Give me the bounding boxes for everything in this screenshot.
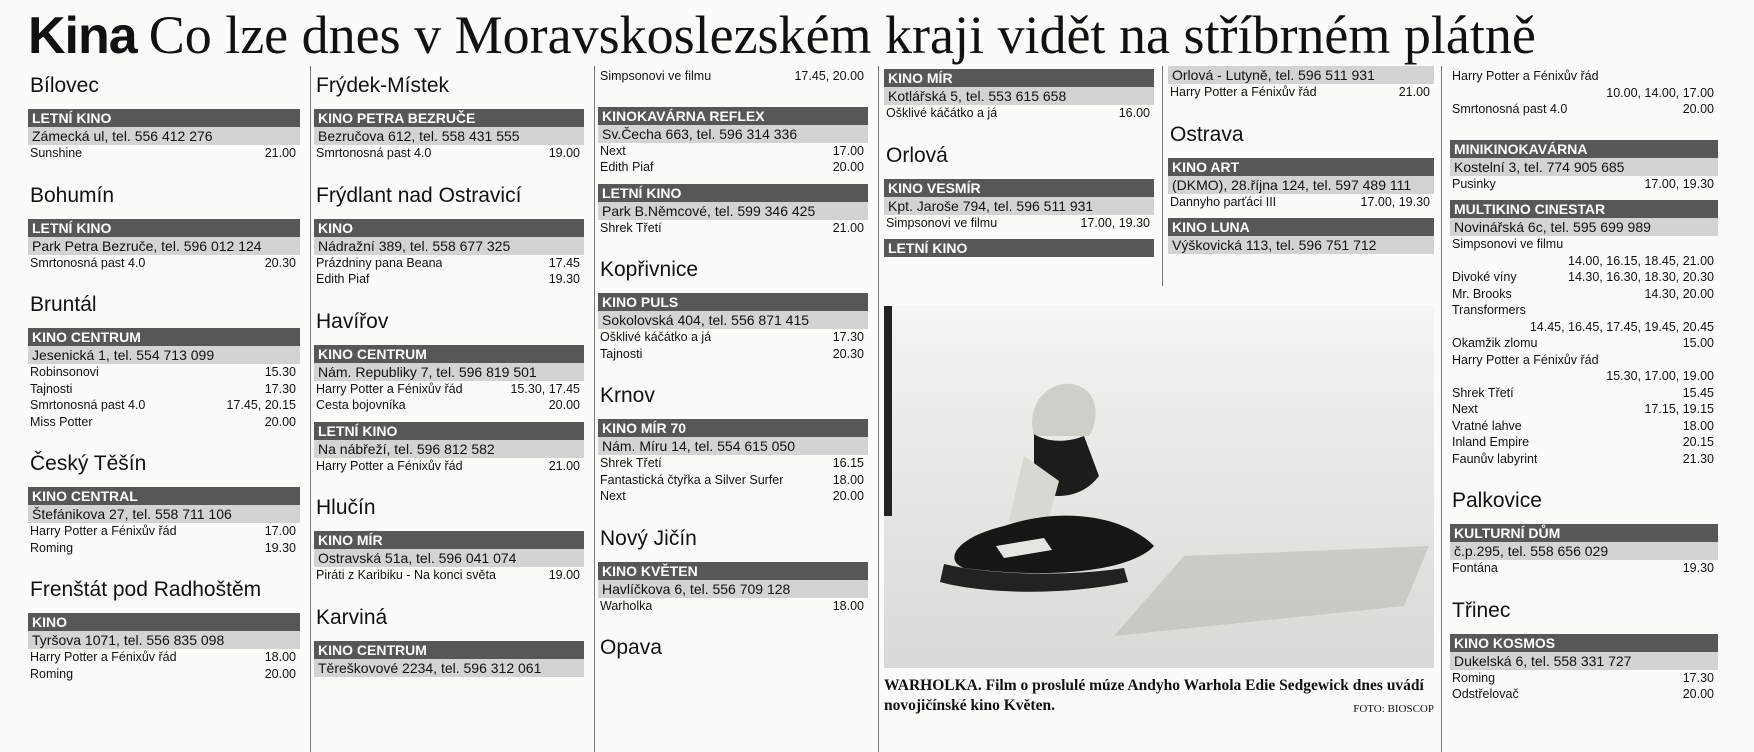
cinema-block	[598, 184, 868, 237]
showtime-row	[314, 145, 584, 162]
film-title: Sunshine	[30, 146, 83, 160]
listing-column	[884, 66, 1154, 279]
column-rule	[594, 66, 595, 752]
film-title: Roming	[1452, 670, 1496, 685]
showtime-row	[28, 397, 300, 414]
film-title: Edith Piaf	[316, 272, 370, 286]
warholka-photo	[884, 306, 1434, 668]
film-title: Pusinky	[1452, 176, 1496, 191]
cinema-block	[1168, 158, 1434, 211]
showtime-row	[1168, 84, 1434, 101]
showtimes: 17.30	[264, 381, 296, 396]
film-title: Roming	[30, 540, 74, 555]
cinema-block	[1450, 524, 1718, 577]
showtime-row	[598, 143, 868, 160]
city-heading: Bílovec	[30, 74, 99, 97]
cinema-name: KINO LUNA	[1168, 218, 1434, 236]
showtime-row	[1450, 286, 1718, 303]
showtime-row	[28, 523, 300, 540]
showtimes: 14.45, 16.45, 17.45, 19.45, 20.45	[1529, 319, 1714, 334]
cinema-block	[28, 613, 300, 682]
showtime-row	[1450, 401, 1718, 418]
showtimes: 14.30, 20.00	[1644, 286, 1714, 301]
cinema-address: Nádražní 389, tel. 558 677 325	[314, 237, 584, 255]
showtimes: 17.00	[264, 524, 296, 538]
column-rule	[1441, 66, 1442, 752]
film-title: Ošklivé káčátko a já	[600, 330, 712, 344]
film-title: Roming	[30, 666, 74, 681]
showtime-row	[598, 472, 868, 489]
film-title: Vratné lahve	[1452, 418, 1522, 433]
film-title: Mr. Brooks	[1452, 286, 1512, 301]
cinema-block	[314, 109, 584, 162]
cinema-name: KINO	[28, 613, 300, 631]
cinema-block	[884, 239, 1154, 257]
film-title: Smrtonosná past 4.0	[316, 146, 432, 160]
cinema-block	[1168, 66, 1434, 101]
cinema-block	[28, 219, 300, 272]
listing-column	[314, 66, 584, 699]
column-rule	[878, 66, 879, 752]
cinema-block	[314, 345, 584, 414]
showtimes: 21.00	[1398, 85, 1430, 99]
cinema-name: KINO MÍR	[314, 531, 584, 549]
showtime-row	[598, 455, 868, 472]
cinema-name: KINO KVĚTEN	[598, 562, 868, 580]
showtimes: 21.00	[548, 458, 580, 473]
film-title: Harry Potter a Fénixův řád	[1452, 352, 1599, 367]
showtime-row	[1450, 101, 1718, 118]
showtime-row	[1450, 451, 1718, 468]
showtime-row	[1450, 434, 1718, 451]
showtime-row	[1168, 194, 1434, 211]
film-title: Smrtonosná past 4.0	[30, 255, 146, 270]
showtime-row	[598, 488, 868, 505]
showtime-row	[28, 145, 300, 162]
showtimes: 17.15, 19.15	[1644, 402, 1714, 416]
showtime-row	[598, 68, 868, 85]
city-heading: Frýdek-Místek	[316, 74, 450, 97]
film-title: Robinsonovi	[30, 365, 99, 379]
showtime-row	[28, 255, 300, 272]
photo-caption	[884, 676, 1434, 716]
cinema-name: KINO	[314, 219, 584, 237]
city-heading: Ostrava	[1170, 122, 1244, 146]
film-title: Inland Empire	[1452, 435, 1530, 449]
film-title: Next	[600, 143, 626, 158]
showtime-row	[28, 364, 300, 381]
showtime-row	[1450, 385, 1718, 402]
showtime-row	[1450, 418, 1718, 435]
cinema-name: KINO CENTRUM	[28, 328, 300, 346]
showtimes: 20.00	[548, 398, 580, 412]
showtime-row	[1450, 686, 1718, 703]
city-heading: Český Těšín	[30, 452, 147, 475]
film-title: Smrtonosná past 4.0	[1452, 102, 1568, 116]
city-heading: Havířov	[316, 309, 389, 333]
cinema-address: Sokolovská 404, tel. 556 871 415	[598, 311, 868, 329]
showtime-row	[598, 220, 868, 237]
photo-credit: FOTO: BIOSCOP	[1353, 703, 1434, 715]
showtimes: 17.30	[832, 330, 864, 344]
film-title: Miss Potter	[30, 414, 93, 429]
film-title: Dannyho parťáci III	[1170, 194, 1277, 209]
cinema-block	[314, 422, 584, 475]
cinema-address: Kotlářská 5, tel. 553 615 658	[884, 87, 1154, 105]
film-title: Simpsonovi ve filmu	[886, 215, 998, 230]
photo-illustration	[884, 306, 1434, 668]
showtimes: 17.45	[548, 255, 580, 270]
film-title: Simpsonovi ve filmu	[1452, 237, 1564, 251]
cinema-address: Štefánikova 27, tel. 558 711 106	[28, 505, 300, 523]
cinema-address: Těreškovové 2234, tel. 596 312 061	[314, 659, 584, 677]
film-title: Divoké víny	[1452, 270, 1517, 284]
city-heading: Palkovice	[1452, 489, 1542, 512]
showtimes: 18.00	[264, 650, 296, 664]
cinema-block	[598, 68, 868, 85]
cinema-block	[314, 531, 584, 584]
column-rule	[310, 66, 311, 752]
film-title: Piráti z Karibiku - Na konci světa	[316, 568, 496, 582]
film-title: Okamžik zlomu	[1452, 336, 1538, 350]
city-heading: Opava	[600, 636, 662, 659]
city-heading: Orlová	[886, 143, 948, 167]
film-title: Next	[600, 489, 626, 503]
film-title: Harry Potter a Fénixův řád	[1452, 69, 1599, 83]
showtimes: 16.00	[1118, 106, 1150, 120]
film-title: Shrek Třetí	[1452, 385, 1514, 400]
film-title: Harry Potter a Fénixův řád	[30, 650, 177, 664]
showtime-row	[314, 458, 584, 475]
showtime-row	[1450, 68, 1718, 101]
cinema-address: Novinářská 6c, tel. 595 699 989	[1450, 218, 1718, 236]
film-title: Faunův labyrint	[1452, 451, 1538, 466]
cinema-block	[1450, 140, 1718, 193]
cinema-block	[314, 641, 584, 677]
showtimes: 19.00	[548, 568, 580, 582]
city-heading: Kopřivnice	[600, 258, 699, 281]
cinema-name: KULTURNÍ DŮM	[1450, 524, 1718, 542]
cinema-address: Kostelní 3, tel. 774 905 685	[1450, 158, 1718, 176]
cinema-address: Park B.Němcové, tel. 599 346 425	[598, 202, 868, 220]
cinema-address: Zámecká ul, tel. 556 412 276	[28, 127, 300, 145]
film-title: Tajnosti	[30, 381, 73, 396]
cinema-block	[1450, 634, 1718, 703]
showtimes: 15.45	[1682, 385, 1714, 400]
showtime-row	[884, 215, 1154, 232]
film-title: Fontána	[1452, 561, 1498, 575]
film-title: Harry Potter a Fénixův řád	[30, 524, 177, 538]
showtimes: 20.00	[264, 666, 296, 681]
city-heading: Krnov	[600, 384, 655, 407]
cinema-name: KINOKAVÁRNA REFLEX	[598, 107, 868, 125]
cinema-address: Výškovická 113, tel. 596 751 712	[1168, 236, 1434, 254]
showtimes: 18.00	[1682, 418, 1714, 433]
cinema-block	[598, 419, 868, 505]
cinema-address: Dukelská 6, tel. 558 331 727	[1450, 652, 1718, 670]
listing-column	[598, 66, 868, 671]
cinema-block	[1450, 200, 1718, 467]
cinema-name: LETNÍ KINO	[28, 109, 300, 127]
showtime-row	[598, 598, 868, 615]
cinema-block	[598, 293, 868, 362]
cinema-name: KINO VESMÍR	[884, 179, 1154, 197]
showtimes: 16.15	[832, 456, 864, 470]
cinema-address: Nám. Republiky 7, tel. 596 819 501	[314, 363, 584, 381]
showtimes: 20.00	[832, 160, 864, 174]
film-title: Transformers	[1452, 303, 1526, 317]
showtime-row	[314, 271, 584, 288]
cinema-name: KINO ART	[1168, 158, 1434, 176]
showtime-row	[1450, 560, 1718, 577]
city-heading: Hlučín	[316, 496, 376, 519]
city-heading: Nový Jičín	[600, 526, 697, 550]
film-title: Tajnosti	[600, 346, 643, 361]
showtime-row	[1450, 236, 1718, 269]
city-heading: Karviná	[316, 605, 388, 629]
cinema-address: (DKMO), 28.října 124, tel. 597 489 111	[1168, 176, 1434, 194]
cinema-block	[1450, 68, 1718, 118]
showtime-row	[1450, 176, 1718, 193]
cinema-address: Havlíčkova 6, tel. 556 709 128	[598, 580, 868, 598]
showtimes: 18.00	[832, 598, 864, 613]
showtimes: 20.15	[1682, 435, 1714, 449]
showtimes: 14.00, 16.15, 18.45, 21.00	[1568, 253, 1714, 268]
cinema-block	[598, 562, 868, 615]
showtime-row	[1450, 269, 1718, 286]
cinema-address: Ostravská 51a, tel. 596 041 074	[314, 549, 584, 567]
listing-column	[1450, 66, 1718, 725]
film-title: Smrtonosná past 4.0	[30, 398, 146, 412]
cinema-address: Nám. Míru 14, tel. 554 615 050	[598, 437, 868, 455]
section-keyword: Kina	[28, 7, 137, 65]
city-heading: Bruntál	[30, 293, 97, 316]
showtimes: 15.30	[264, 365, 296, 379]
cinema-name: KINO MÍR 70	[598, 419, 868, 437]
showtimes: 19.30	[1682, 561, 1714, 575]
headline: Co lze dnes v Moravskoslezském kraji vidět na stříbrném plátně	[148, 5, 1536, 65]
showtimes: 20.00	[264, 414, 296, 429]
city-heading: Frýdlant nad Ostravicí	[316, 183, 522, 207]
cinema-address: Tyršova 1071, tel. 556 835 098	[28, 631, 300, 649]
cinema-address: Kpt. Jaroše 794, tel. 596 511 931	[884, 197, 1154, 215]
cinema-name: KINO CENTRUM	[314, 345, 584, 363]
showtimes: 17.45, 20.00	[794, 69, 864, 83]
showtimes: 14.30, 16.30, 18.30, 20.30	[1568, 270, 1714, 284]
film-title: Odstřelovač	[1452, 687, 1519, 701]
cinema-name: KINO CENTRAL	[28, 487, 300, 505]
showtime-row	[1450, 335, 1718, 352]
showtimes: 17.30	[1682, 670, 1714, 685]
showtimes: 21.30	[1682, 451, 1714, 466]
showtimes: 17.45, 20.15	[226, 398, 296, 412]
cinema-name: LETNÍ KINO	[884, 239, 1154, 257]
showtimes: 20.30	[264, 255, 296, 270]
cinema-block	[28, 109, 300, 162]
film-title: Cesta bojovníka	[316, 398, 406, 412]
showtimes: 19.00	[548, 146, 580, 160]
caption-text: Film o proslulé múze Andyho Warhola Edie Sedgewick dnes uvádí novojičínské kino Květen.	[884, 677, 1424, 714]
showtimes: 10.00, 14.00, 17.00	[1606, 85, 1714, 100]
cinema-block	[28, 328, 300, 430]
cinema-block	[598, 107, 868, 176]
film-title: Shrek Třetí	[600, 220, 662, 235]
film-title: Harry Potter a Fénixův řád	[316, 381, 463, 396]
cinema-block	[28, 487, 300, 556]
cinema-name: KINO CENTRUM	[314, 641, 584, 659]
cinema-block	[1168, 218, 1434, 254]
showtimes: 20.30	[832, 346, 864, 361]
showtime-row	[314, 381, 584, 398]
showtime-row	[598, 329, 868, 346]
showtimes: 21.00	[264, 146, 296, 160]
cinema-name: MINIKINOKAVÁRNA	[1450, 140, 1718, 158]
cinema-name: MULTIKINO CINESTAR	[1450, 200, 1718, 218]
showtime-row	[28, 381, 300, 398]
cinema-address: Sv.Čecha 663, tel. 596 314 336	[598, 125, 868, 143]
film-title: Shrek Třetí	[600, 456, 662, 470]
showtime-row	[28, 414, 300, 431]
film-title: Harry Potter a Fénixův řád	[316, 458, 463, 473]
cinema-address: Na nábřeží, tel. 596 812 582	[314, 440, 584, 458]
caption-lead: WARHOLKA.	[884, 677, 982, 694]
showtime-row	[314, 255, 584, 272]
city-heading: Frenštát pod Radhoštěm	[30, 578, 262, 601]
showtimes: 20.00	[1682, 687, 1714, 701]
cinema-name: KINO PETRA BEZRUČE	[314, 109, 584, 127]
city-heading: Bohumín	[30, 183, 115, 207]
film-title: Warholka	[600, 598, 653, 613]
film-title: Edith Piaf	[600, 160, 654, 174]
showtimes: 15.30, 17.45	[510, 381, 580, 396]
film-title: Harry Potter a Fénixův řád	[1170, 85, 1317, 99]
showtime-row	[314, 397, 584, 414]
cinema-block	[884, 179, 1154, 232]
cinema-address: Park Petra Bezruče, tel. 596 012 124	[28, 237, 300, 255]
cinema-name: KINO MÍR	[884, 69, 1154, 87]
cinema-address: č.p.295, tel. 558 656 029	[1450, 542, 1718, 560]
showtime-row	[598, 346, 868, 363]
film-title: Fantastická čtyřka a Silver Surfer	[600, 472, 784, 487]
showtimes: 19.30	[548, 272, 580, 286]
showtimes: 20.00	[832, 489, 864, 503]
cinema-name: KINO PULS	[598, 293, 868, 311]
showtimes: 21.00	[832, 220, 864, 235]
cinema-address: Bezručova 612, tel. 558 431 555	[314, 127, 584, 145]
cinema-name: LETNÍ KINO	[314, 422, 584, 440]
cinema-name: LETNÍ KINO	[28, 219, 300, 237]
showtime-row	[314, 567, 584, 584]
showtimes: 15.30, 17.00, 19.00	[1606, 369, 1714, 383]
cinema-address: Orlová - Lutyně, tel. 596 511 931	[1168, 66, 1434, 84]
listing-column	[1168, 66, 1434, 276]
cinema-address: Jesenická 1, tel. 554 713 099	[28, 346, 300, 364]
listing-column	[28, 66, 300, 704]
film-title: Next	[1452, 402, 1478, 416]
showtimes: 18.00	[832, 472, 864, 487]
showtime-row	[1450, 670, 1718, 687]
showtime-row	[28, 666, 300, 683]
showtimes: 15.00	[1682, 336, 1714, 350]
column-rule	[1162, 66, 1163, 286]
showtimes: 17.00	[832, 143, 864, 158]
cinema-block	[884, 69, 1154, 122]
showtime-row	[28, 540, 300, 557]
showtimes: 20.00	[1682, 102, 1714, 116]
showtime-row	[884, 105, 1154, 122]
showtime-row	[598, 159, 868, 176]
showtimes: 19.30	[264, 540, 296, 555]
film-title: Simpsonovi ve filmu	[600, 69, 712, 83]
cinema-name: LETNÍ KINO	[598, 184, 868, 202]
showtime-row	[28, 649, 300, 666]
showtimes: 17.00, 19.30	[1644, 176, 1714, 191]
city-heading: Třinec	[1452, 598, 1511, 622]
showtime-row	[1450, 352, 1718, 385]
showtimes: 17.00, 19.30	[1360, 194, 1430, 209]
showtime-row	[1450, 302, 1718, 335]
showtimes: 17.00, 19.30	[1080, 215, 1150, 230]
film-title: Ošklivé káčátko a já	[886, 106, 998, 120]
cinema-block	[314, 219, 584, 288]
film-title: Prázdniny pana Beana	[316, 255, 443, 270]
cinema-name: KINO KOSMOS	[1450, 634, 1718, 652]
